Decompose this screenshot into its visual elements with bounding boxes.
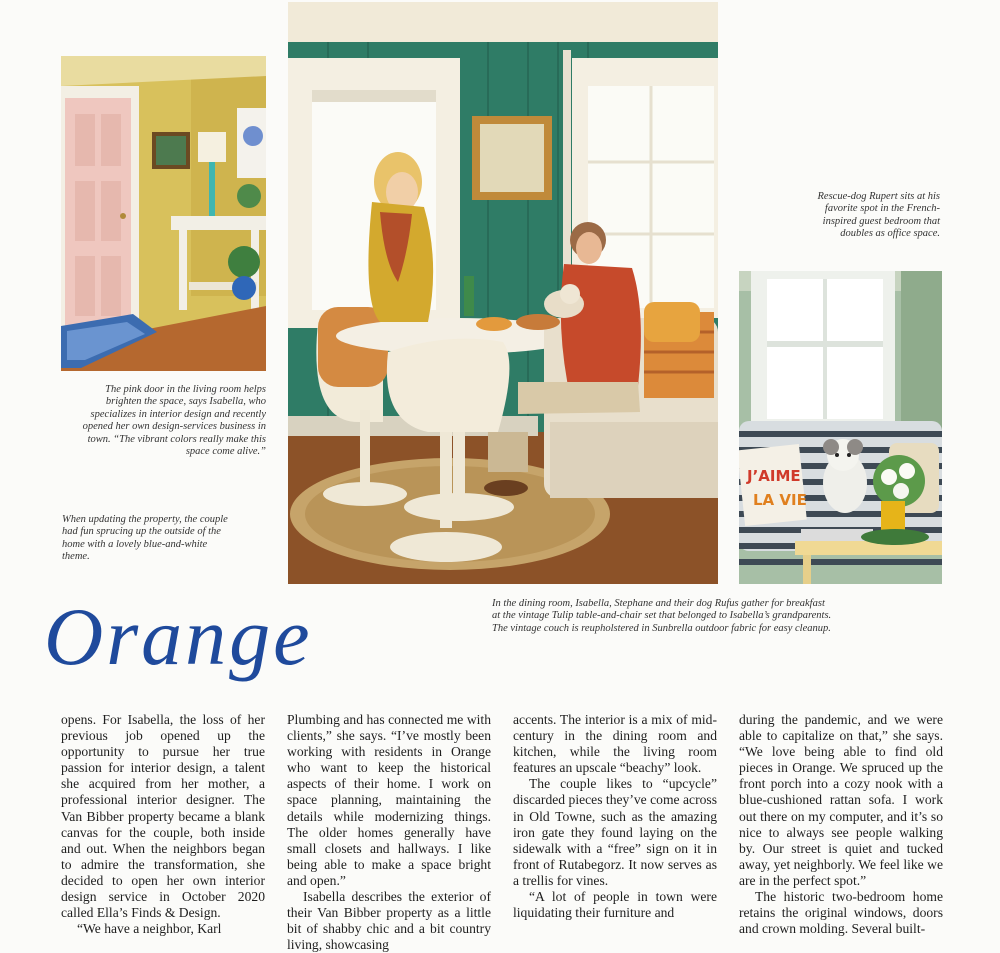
paragraph: Plumbing and has connected me with clients,” she says. “I’ve mostly been working with residents in Orange who want to keep the historical aspects of their home. I work on space planning, maintaining the details while modernizing things. The older homes generally have small closets and hallways. I like being able to make a space bright and open.” (287, 712, 491, 888)
body-column-1 (61, 712, 265, 937)
body-column-3 (513, 712, 717, 921)
exterior-caption: When updating the property, the couple had fun sprucing up the outside of the home with a lovely blue-and-white theme. (62, 514, 228, 563)
paragraph: Isabella describes the exterior of their Van Bibber property as a little bit of shabby chic and a bit country living, showcasing (287, 889, 491, 953)
paragraph: accents. The interior is a mix of mid-century in the dining room and kitchen, while the living room features an upscale “beachy” look. (513, 712, 717, 776)
pink-door-caption: The pink door in the living room helps brighten the space, says Isabella, who specializes in interior design and recently opened her own design-services business in town. “The vibrant colors really make this space come alive.” (82, 384, 266, 458)
pillow-text-line1: J’AIME (747, 467, 801, 485)
body-column-4 (739, 712, 943, 937)
paragraph: “We have a neighbor, Karl (77, 921, 222, 937)
pink-door-photo (61, 56, 266, 371)
paragraph: opens. For Isabella, the loss of her previous job opened up the opportunity to pursue her true passion for interior design, a talent she acquired from her mother, a professional interior designer. The Van Bibber property became a blank canvas for the couple, both inside and out. When the neighbors began to admire the transformation, she decided to open her own interior design service in October 2020 called Ella’s Finds & Design. (61, 712, 265, 921)
paragraph: “A lot of people in town were liquidating their furniture and (513, 889, 717, 921)
paragraph: The historic two-bedroom home retains the original windows, doors and crown molding. Several built- (739, 889, 943, 937)
guest-bedroom-photo (739, 271, 942, 584)
dining-room-photo (288, 2, 718, 584)
body-column-2 (287, 712, 491, 953)
paragraph: during the pandemic, and we were able to capitalize on that,” she says. “We love being able to find old pieces in Orange. We spruced up the front porch into a cozy nook with a blue-cushioned rattan sofa. I work out there on my computer, and it’s so nice to always see people walking by. Our street is quiet and tucked away, yet neighborly. We feel like we are in the perfect spot.” (739, 712, 943, 888)
dining-room-caption: In the dining room, Isabella, Stephane and their dog Rufus gather for breakfast at the vintage Tulip table-and-chair set that belonged to Isabella’s grandparents. The vintage couch is reupholstered in Sunbrella outdoor fabric for easy cleanup. (492, 598, 832, 634)
rupert-caption: Rescue-dog Rupert sits at his favorite spot in the French-inspired guest bedroom that doubles as office space. (817, 191, 940, 240)
headline: Orange (44, 591, 313, 682)
paragraph: The couple likes to “upcycle” discarded pieces they’ve come across in Old Towne, such as the amazing iron gate they found laying on the sidewalk with a “free” sign on it in front of Rutabegorz. It now serves as a trellis for vines. (513, 776, 717, 888)
pillow-text-line2: LA VIE (753, 491, 807, 509)
